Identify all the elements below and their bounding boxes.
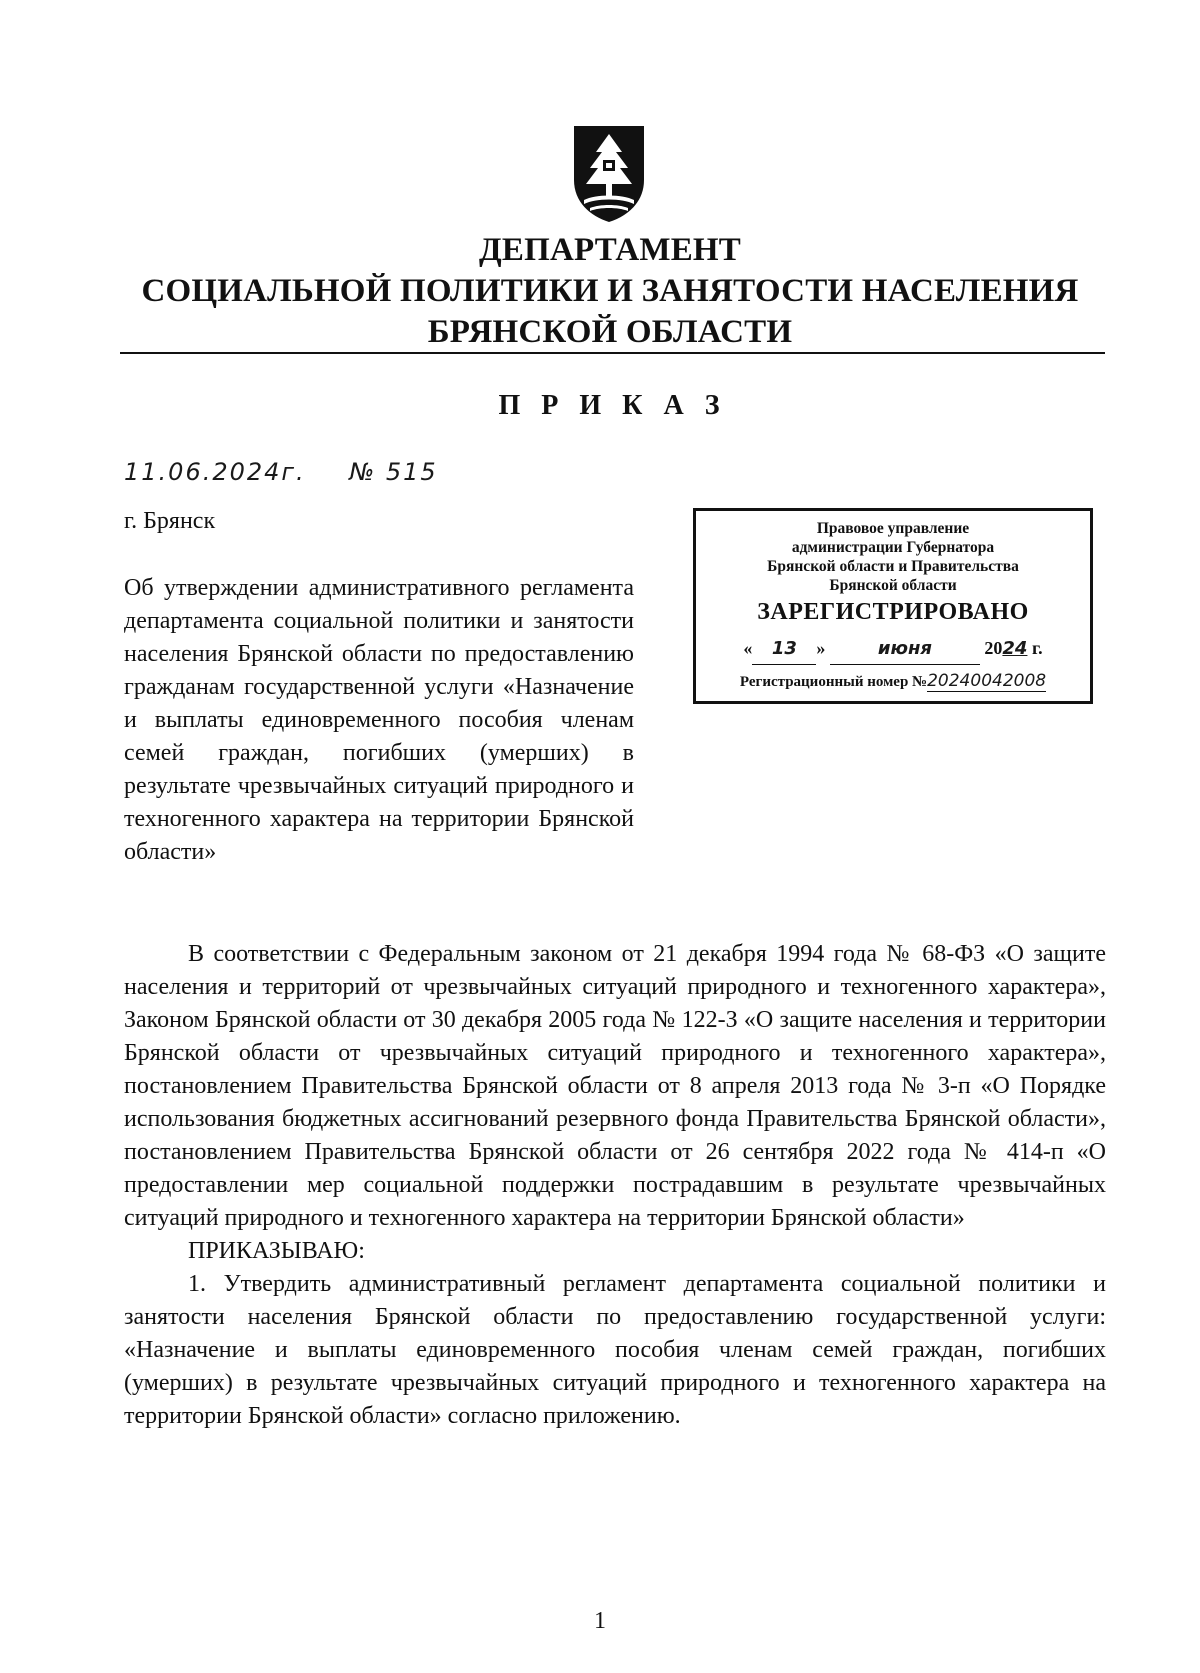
handwritten-date: 11.06.2024г.	[124, 458, 306, 486]
stamp-line-3: Брянской области и Правительства	[767, 558, 1019, 575]
preamble-paragraph: В соответствии с Федеральным законом от 21 декабря 1994 года № 68-ФЗ «О защите населения и территорий от чрезвычайных ситуаций природного и техногенного характера», Законом Брянской области от 30 декабря 2005 года № 122-З «О защите населения и территории Брянской области от чрезвычайных ситуаций природного и техногенного характера», постановлением Правительства Брянской области от 8 апреля 2013 года № 3-п «О Порядке использования бюджетных ассигнований резервного фонда Правительства Брянской области», постановлением Правительства Брянской области от 26 сентября 2022 года № 414-п «О предоставлении мер социальной поддержки пострадавшим в результате чрезвычайных ситуаций природного и техногенного характера на территории Брянской области»	[124, 941, 1106, 1231]
department-name-line-1: ДЕПАРТАМЕНТ	[478, 232, 741, 268]
order-item-1: 1. Утвердить административный регламент департамента социальной политики и занятости населения Брянской области по предоставлению государственной услуги: «Назначение и выплаты единовременного пособия членам семей граждан, погибших (умерших) в результате чрезвычайных ситуаций природного и техногенного характера на территории Брянской области» согласно приложению.	[124, 1271, 1106, 1429]
stamp-day: 13	[752, 634, 816, 665]
header-divider	[120, 352, 1105, 354]
department-name-line-2: СОЦИАЛЬНОЙ ПОЛИТИКИ И ЗАНЯТОСТИ НАСЕЛЕНИЯ	[141, 273, 1079, 309]
stamp-year-prefix: 20	[984, 638, 1003, 658]
order-word: ПРИКАЗЫВАЮ:	[188, 1238, 365, 1264]
page-number: 1	[594, 1608, 606, 1634]
stamp-registration	[696, 671, 1090, 691]
stamp-reg-number: 20240042008	[927, 671, 1047, 691]
department-name	[120, 230, 1100, 353]
registration-stamp	[693, 508, 1093, 704]
department-name-line-3: БРЯНСКОЙ ОБЛАСТИ	[427, 314, 793, 350]
stamp-line-1: Правовое управление	[816, 520, 970, 537]
stamp-year-end: г.	[1031, 638, 1043, 658]
city: г. Брянск	[124, 508, 216, 534]
document-type: П Р И К А З	[498, 390, 727, 421]
stamp-month: июня	[830, 634, 980, 665]
stamp-date: « 13 » июня 2024 г.	[696, 633, 1090, 665]
stamp-line-2: администрации Губернатора	[791, 539, 995, 556]
document-title: Об утверждении административного регламента департамента социальной политики и занятости населения Брянской области по предоставлению гражданам государственной услуги «Назначение и выплаты единовременного пособия членам семей граждан, погибших (умерших) в результате чрезвычайных ситуаций природного и техногенного характера на территории Брянской области»	[124, 575, 634, 865]
handwritten-date-number	[124, 458, 438, 486]
stamp-heading: ЗАРЕГИСТРИРОВАНО	[757, 599, 1029, 625]
stamp-reg-label: Регистрационный номер №	[739, 674, 928, 690]
stamp-year-suffix: 24	[1002, 638, 1028, 659]
stamp-line-4: Брянской области	[829, 577, 957, 594]
handwritten-number: № 515	[349, 458, 438, 486]
coat-of-arms-icon	[568, 122, 650, 224]
document-body	[124, 938, 1106, 1433]
